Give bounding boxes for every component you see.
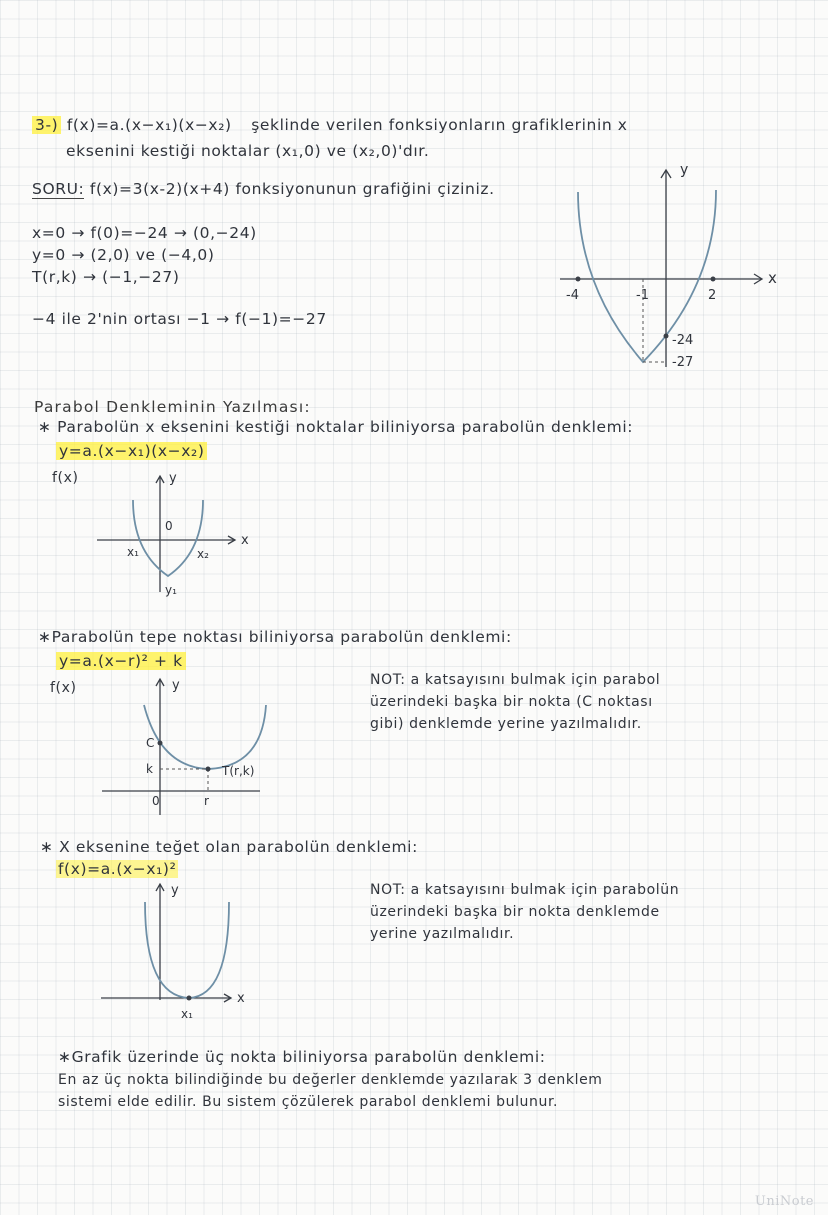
rule2-origin: 0: [152, 794, 160, 808]
rule-2-formula-text: y=a.(x−r)² + k: [56, 652, 186, 670]
rule-3-note-line-1: NOT: a katsayısını bulmak için parabolün: [370, 882, 680, 898]
section-3-line-2: eksenini kestiği noktalar (x₁,0) ve (x₂,0)'dır.: [66, 142, 430, 160]
rule-2-fx-label: f(x): [50, 680, 77, 696]
rule-3-text: ∗ X eksenine teğet olan parabolün denklemi:: [40, 838, 418, 856]
point-y-intercept: [664, 334, 669, 339]
vertex-point: [206, 767, 211, 772]
rule3-y-label: y: [171, 883, 179, 898]
rule2-y-label: y: [172, 678, 180, 693]
rule-3-formula: [56, 860, 178, 878]
rule-2-formula: [56, 652, 186, 670]
rule-2-note-line-2: üzerindeki başka bir nokta (C noktası: [370, 694, 653, 710]
rule-2-note-line-3: gibi) denklemde yerine yazılmalıdır.: [370, 716, 642, 732]
tangent-point: [187, 996, 192, 1001]
rule2-c-label: C: [146, 736, 155, 750]
rule1-y-label: y: [169, 471, 177, 486]
rule-2-text: ∗Parabolün tepe noktası biliniyorsa parabolün denklemi:: [38, 628, 512, 646]
section-3-line-1: [32, 116, 628, 134]
rule-1-formula-text: y=a.(x−x₁)(x−x₂): [56, 442, 207, 460]
tick-label-minus-27: -27: [672, 355, 694, 370]
parabola-curve: [144, 705, 266, 769]
graph-question-parabola: [556, 162, 786, 377]
tick-label-minus-24: -24: [672, 333, 694, 348]
solution-step-4: −4 ile 2'nin ortası −1 → f(−1)=−27: [32, 310, 327, 328]
rule-3-note-line-2: üzerindeki başka bir nokta denklemde: [370, 904, 660, 920]
point-two: [711, 277, 716, 282]
rule1-x2-label: x₂: [197, 547, 209, 561]
rule1-y1-label: y₁: [165, 583, 177, 597]
rule-1-fx-label: f(x): [52, 470, 79, 486]
tick-label-minus-one: -1: [636, 288, 649, 303]
rule-1-formula: [56, 442, 207, 460]
parabola-curve: [145, 902, 229, 998]
tick-label-two: 2: [708, 288, 717, 303]
rule2-t-label: T(r,k): [222, 764, 255, 778]
graph-tangent-parabola: [97, 878, 267, 1023]
graph-vertex-parabola: [100, 675, 270, 820]
solution-step-2: y=0 → (2,0) ve (−4,0): [32, 246, 215, 264]
point-minus-four: [576, 277, 581, 282]
rule-1-text: ∗ Parabolün x eksenini kestiği noktalar biliniyorsa parabolün denklemi:: [38, 418, 634, 436]
rule-4-line-2: En az üç nokta bilindiğinde bu değerler denklemde yazılarak 3 denklem: [58, 1072, 603, 1088]
rule-2-note-line-1: NOT: a katsayısını bulmak için parabol: [370, 672, 661, 688]
intro-text: şeklinde verilen fonksiyonların grafiklerinin x: [251, 116, 628, 134]
question-text: f(x)=3(x-2)(x+4) fonksiyonunun grafiğini çiziniz.: [89, 180, 495, 198]
rule-3-formula-text: f(x)=a.(x−x₁)²: [58, 860, 177, 878]
parabola-curve: [133, 500, 203, 576]
rule1-origin: 0: [165, 519, 173, 533]
graph-roots-parabola: [95, 470, 265, 600]
question-label: SORU:: [32, 180, 85, 198]
question-line: [32, 180, 495, 198]
solution-step-1: x=0 → f(0)=−24 → (0,−24): [32, 224, 257, 242]
section-number: 3-): [32, 116, 61, 134]
rule3-x-label: x: [237, 991, 245, 1006]
rule2-k-label: k: [146, 762, 153, 776]
rule-4-text: ∗Grafik üzerinde üç nokta biliniyorsa parabolün denklemi:: [58, 1048, 546, 1066]
graph1-y-label: y: [680, 162, 689, 178]
rule1-x-label: x: [241, 533, 249, 548]
solution-step-3: T(r,k) → (−1,−27): [32, 268, 180, 286]
parabola-section-heading: Parabol Denkleminin Yazılması:: [34, 398, 311, 416]
rule-4-line-3: sistemi elde edilir. Bu sistem çözülerek parabol denklemi bulunur.: [58, 1094, 559, 1110]
graph1-x-label: x: [768, 269, 777, 287]
tick-label-minus-four: -4: [566, 288, 579, 303]
parabola-curve: [578, 190, 716, 362]
rule2-r-label: r: [204, 794, 209, 808]
watermark-logo: UniNote: [754, 1194, 814, 1209]
rule-3-note-line-3: yerine yazılmalıdır.: [370, 926, 515, 942]
point-c: [158, 741, 163, 746]
rule3-x1-label: x₁: [181, 1007, 193, 1021]
rule1-x1-label: x₁: [127, 545, 139, 559]
general-formula: f(x)=a.(x−x₁)(x−x₂): [66, 116, 232, 134]
